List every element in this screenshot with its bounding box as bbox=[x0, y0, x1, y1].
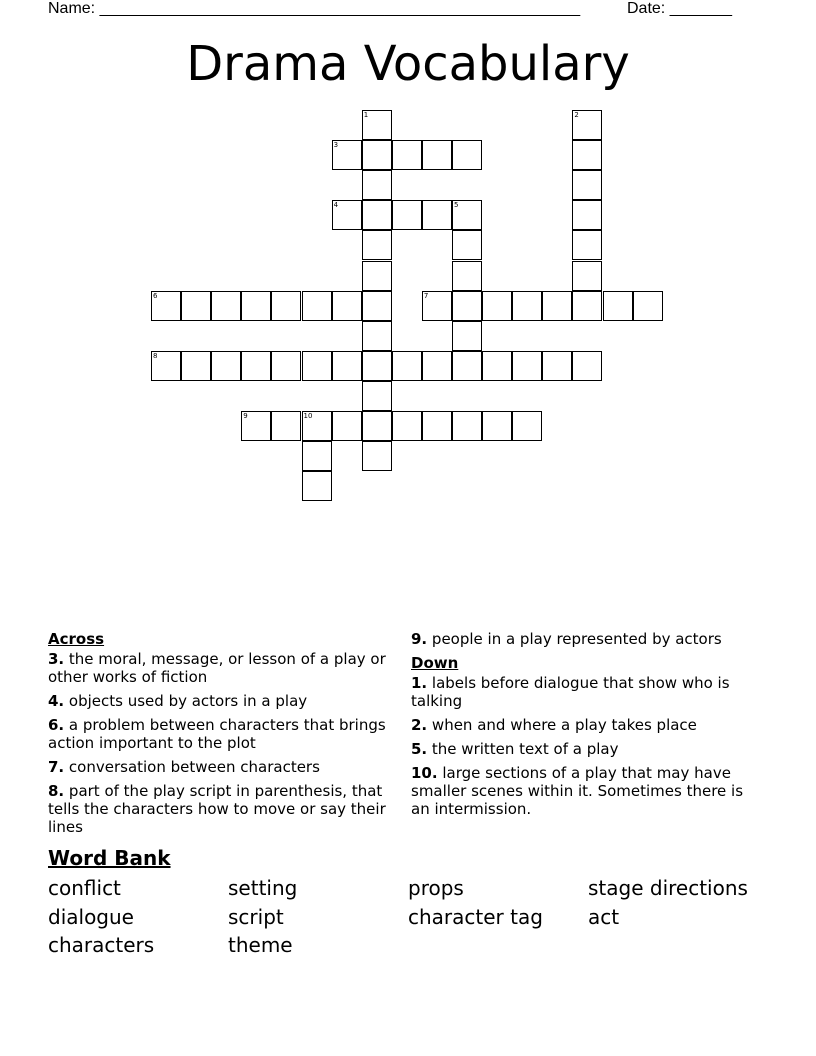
grid-cell[interactable] bbox=[302, 411, 332, 441]
clue-across-8: 8. part of the play script in parenthesis, that tells the characters how to move or say their lines bbox=[48, 782, 386, 836]
clue-number: 9 bbox=[243, 412, 248, 420]
clue-down-5: 5. the written text of a play bbox=[411, 740, 619, 758]
grid-cell[interactable] bbox=[452, 261, 482, 291]
grid-cell[interactable] bbox=[422, 351, 452, 381]
grid-cell[interactable] bbox=[392, 351, 422, 381]
grid-cell[interactable] bbox=[181, 291, 211, 321]
grid-cell[interactable] bbox=[362, 381, 392, 411]
grid-cell[interactable] bbox=[572, 291, 602, 321]
word-bank-item: setting bbox=[228, 876, 298, 900]
grid-cell[interactable] bbox=[422, 291, 452, 321]
grid-cell[interactable] bbox=[332, 200, 362, 230]
grid-cell[interactable] bbox=[482, 351, 512, 381]
grid-cell[interactable] bbox=[302, 351, 332, 381]
grid-cell[interactable] bbox=[512, 411, 542, 441]
clue-across-9: 9. people in a play represented by actors bbox=[411, 630, 722, 648]
clue-number: 1 bbox=[363, 111, 369, 119]
grid-cell[interactable] bbox=[271, 411, 301, 441]
grid-cell[interactable] bbox=[392, 200, 422, 230]
grid-cell[interactable] bbox=[302, 291, 332, 321]
grid-cell[interactable] bbox=[181, 351, 211, 381]
date-field: Date: _______ bbox=[627, 0, 732, 17]
clue-across-3: 3. the moral, message, or lesson of a play or other works of fiction bbox=[48, 650, 386, 686]
down-heading: Down bbox=[411, 654, 459, 672]
word-bank-item: props bbox=[408, 876, 464, 900]
clue-number: 7 bbox=[423, 291, 429, 300]
grid-cell[interactable] bbox=[452, 291, 482, 321]
grid-cell[interactable] bbox=[151, 291, 181, 321]
grid-cell[interactable] bbox=[362, 351, 392, 381]
clue-across-4: 4. objects used by actors in a play bbox=[48, 692, 308, 710]
grid-cell[interactable] bbox=[572, 140, 602, 170]
grid-cell[interactable] bbox=[452, 230, 482, 260]
grid-cell[interactable] bbox=[362, 321, 392, 351]
clue-number: 10 bbox=[303, 412, 313, 420]
word-bank-item: stage directions bbox=[588, 876, 748, 900]
grid-cell[interactable] bbox=[302, 441, 332, 471]
grid-cell[interactable] bbox=[362, 230, 392, 260]
grid-cell[interactable] bbox=[452, 140, 482, 170]
clue-number: 3 bbox=[333, 141, 339, 150]
clues-column-right bbox=[411, 630, 766, 824]
grid-cell[interactable] bbox=[211, 351, 241, 381]
grid-cell[interactable] bbox=[452, 200, 482, 230]
grid-cell[interactable] bbox=[572, 170, 602, 200]
grid-cell[interactable] bbox=[452, 351, 482, 381]
grid-cell[interactable] bbox=[422, 411, 452, 441]
across-heading: Across bbox=[48, 630, 105, 648]
word-bank bbox=[48, 846, 768, 960]
clue-number: 6 bbox=[153, 291, 158, 300]
grid-cell[interactable] bbox=[452, 321, 482, 351]
grid-cell[interactable] bbox=[572, 261, 602, 291]
page-title: Drama Vocabulary bbox=[186, 36, 630, 92]
grid-cell[interactable] bbox=[241, 411, 271, 441]
clue-down-2: 2. when and where a play takes place bbox=[411, 716, 697, 734]
clue-across-7: 7. conversation between characters bbox=[48, 758, 320, 776]
grid-cell[interactable] bbox=[362, 110, 392, 140]
grid-cell[interactable] bbox=[332, 291, 362, 321]
grid-cell[interactable] bbox=[572, 200, 602, 230]
grid-cell[interactable] bbox=[362, 291, 392, 321]
grid-cell[interactable] bbox=[452, 411, 482, 441]
clue-down-10: 10. large sections of a play that may have smaller scenes within it. Sometimes there is an intermission. bbox=[411, 764, 744, 818]
word-bank-item: script bbox=[228, 904, 284, 929]
clue-number: 5 bbox=[454, 201, 459, 210]
clue-number: 8 bbox=[153, 351, 158, 360]
word-bank-item: dialogue bbox=[48, 904, 134, 929]
grid-cell[interactable] bbox=[422, 140, 452, 170]
grid-cell[interactable] bbox=[542, 351, 572, 381]
grid-cell[interactable] bbox=[512, 291, 542, 321]
clues-column-left bbox=[48, 630, 393, 842]
grid-cell[interactable] bbox=[603, 291, 633, 321]
grid-cell[interactable] bbox=[482, 291, 512, 321]
word-bank-item: character tag bbox=[408, 904, 543, 929]
grid-cell[interactable] bbox=[422, 200, 452, 230]
clue-number: 2 bbox=[574, 111, 579, 119]
word-bank-item: characters bbox=[48, 933, 155, 957]
clue-across-6: 6. a problem between characters that brings action important to the plot bbox=[48, 716, 386, 752]
grid-cell[interactable] bbox=[542, 291, 572, 321]
word-bank-title: Word Bank bbox=[48, 846, 171, 870]
name-field: Name: ______________________________________________________ bbox=[48, 0, 581, 17]
clue-number: 4 bbox=[333, 201, 339, 210]
grid-cell[interactable] bbox=[151, 351, 181, 381]
crossword-grid bbox=[0, 0, 816, 520]
grid-cell[interactable] bbox=[362, 170, 392, 200]
grid-cell[interactable] bbox=[362, 441, 392, 471]
grid-cell[interactable] bbox=[362, 261, 392, 291]
grid-cell[interactable] bbox=[332, 351, 362, 381]
grid-cell[interactable] bbox=[332, 411, 362, 441]
word-bank-item: act bbox=[588, 904, 620, 929]
grid-cell[interactable] bbox=[392, 140, 422, 170]
grid-cell[interactable] bbox=[302, 471, 332, 501]
grid-cell[interactable] bbox=[512, 351, 542, 381]
grid-cell[interactable] bbox=[241, 291, 271, 321]
grid-cell[interactable] bbox=[572, 230, 602, 260]
word-bank-list bbox=[48, 874, 768, 960]
grid-cell[interactable] bbox=[392, 411, 422, 441]
word-bank-item: theme bbox=[228, 933, 293, 957]
grid-cell[interactable] bbox=[572, 351, 602, 381]
grid-cell[interactable] bbox=[572, 110, 602, 140]
grid-cell[interactable] bbox=[241, 351, 271, 381]
grid-cell[interactable] bbox=[271, 351, 301, 381]
grid-cell[interactable] bbox=[332, 140, 362, 170]
grid-cell[interactable] bbox=[482, 411, 512, 441]
clue-down-1: 1. labels before dialogue that show who is talking bbox=[411, 674, 730, 710]
grid-cell[interactable] bbox=[362, 411, 392, 441]
grid-cell[interactable] bbox=[633, 291, 663, 321]
grid-cell[interactable] bbox=[362, 200, 392, 230]
grid-cell[interactable] bbox=[271, 291, 301, 321]
grid-cell[interactable] bbox=[211, 291, 241, 321]
grid-cell[interactable] bbox=[362, 140, 392, 170]
word-bank-item: conflict bbox=[48, 876, 121, 900]
